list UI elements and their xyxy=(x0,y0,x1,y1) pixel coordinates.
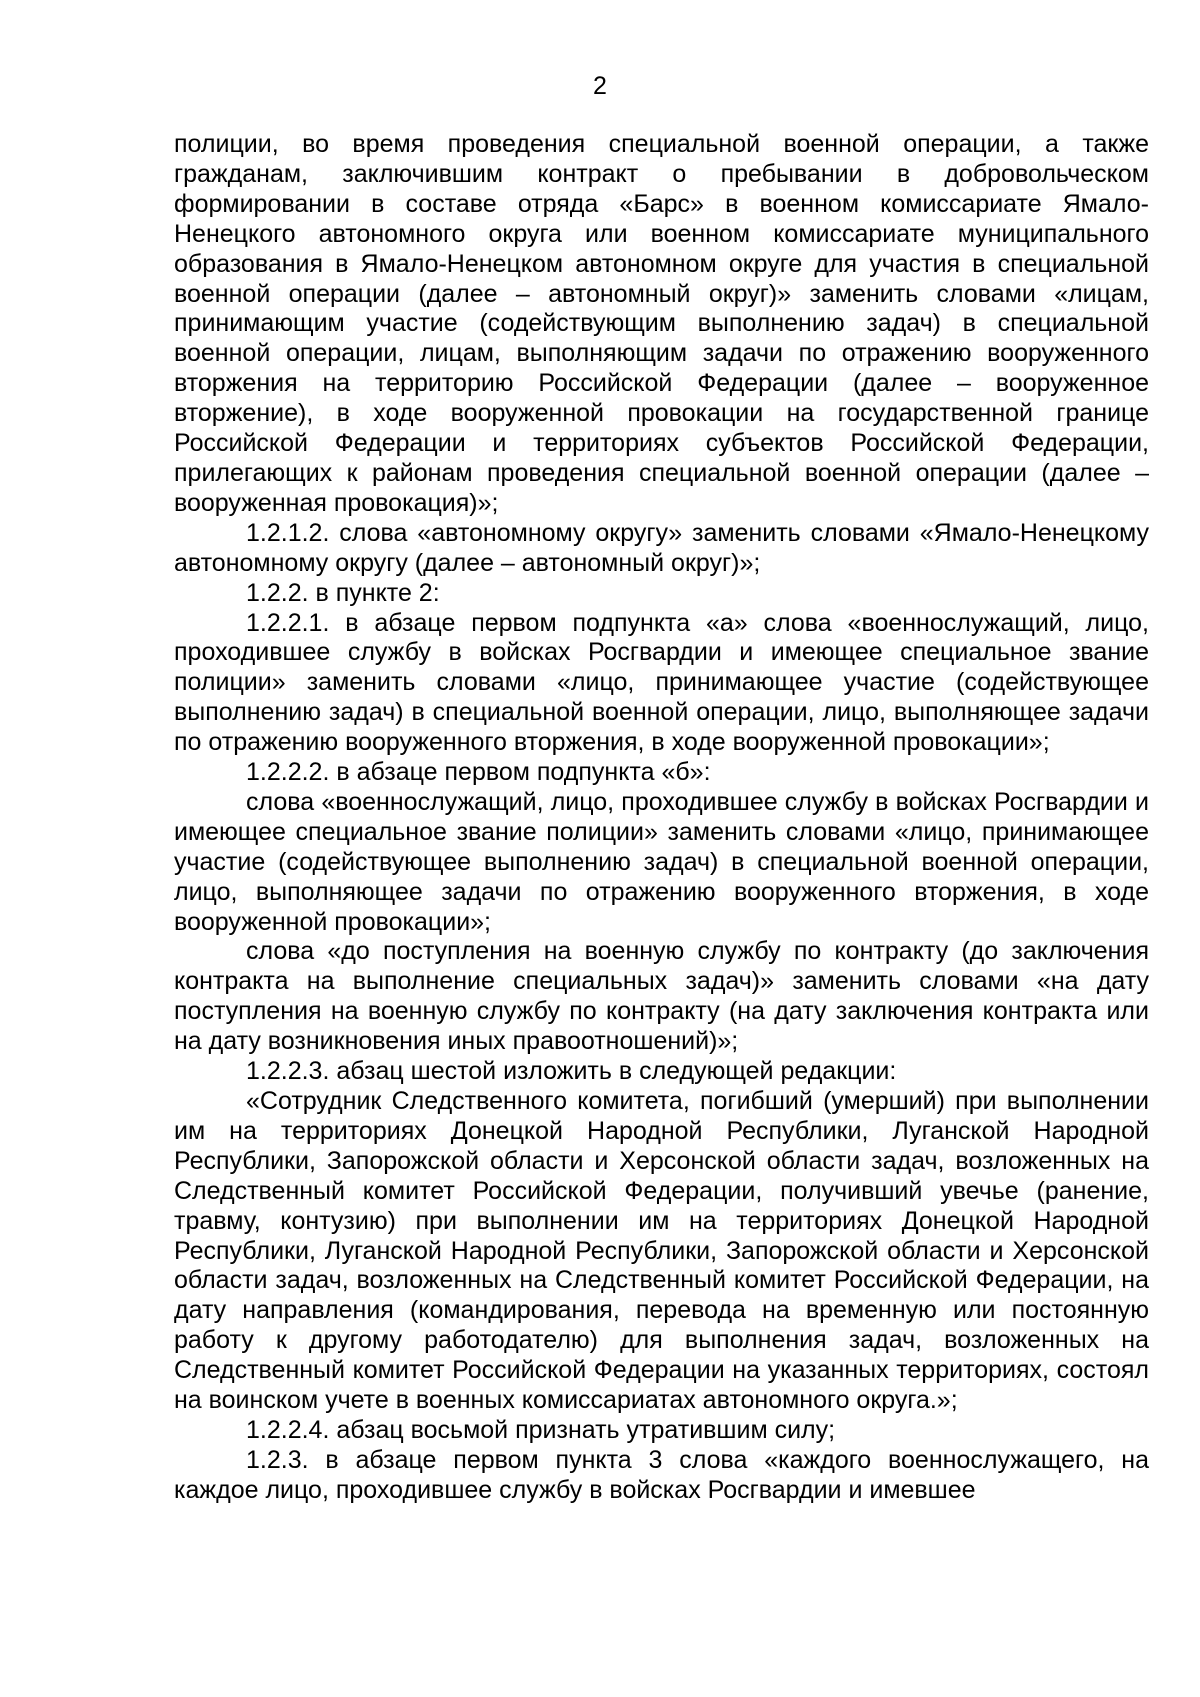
paragraph: 1.2.3. в абзаце первом пункта 3 слова «каждого военнослужащего, на каждое лицо, проходившее службу в войсках Росгвардии и имевшее xyxy=(174,1445,1149,1504)
paragraph: 1.2.2.2. в абзаце первом подпункта «б»: xyxy=(246,758,711,787)
paragraph: слова «военнослужащий, лицо, проходившее службу в войсках Росгвардии и имеющее специальное звание полиции» заменить словами «лицо, принимающее участие (содействующее выполнению задач) в специальной военной операции, лицо, выполняющее задачи по отражению вооруженного вторжения, в ходе вооруженной провокации»; xyxy=(174,787,1149,936)
paragraph: слова «до поступления на военную службу по контракту (до заключения контракта на выполнение специальных задач)» заменить словами «на дату поступления на военную службу по контракту (на дату заключения контракта или на дату возникновения иных правоотношений)»; xyxy=(174,937,1149,1056)
paragraph: полиции, во время проведения специальной военной операции, а также гражданам, заключившим контракт о пребывании в добровольческом формировании в составе отряда «Барс» в военном комиссариате Ямало-Ненецкого автономного округа или военном комиссариате муниципального образования в Ямало-Ненецком автономном округе для участия в специальной военной операции (далее – автономный округ)» заменить словами «лицам, принимающим участие (содействующим выполнению задач) в специальной военной операции, лицам, выполняющим задачи по отражению вооруженного вторжения на территорию Российской Федерации (далее – вооруженное вторжение), в ходе вооруженной провокации на государственной границе Российской Федерации и территориях субъектов Российской Федерации, прилегающих к районам проведения специальной военной операции (далее – вооруженная провокация)»; xyxy=(174,130,1149,517)
paragraph: 1.2.1.2. слова «автономному округу» заменить словами «Ямало-Ненецкому автономному округу (далее – автономный округ)»; xyxy=(174,518,1149,577)
paragraph: 1.2.2. в пункте 2: xyxy=(246,578,440,607)
paragraph: 1.2.2.1. в абзаце первом подпункта «а» слова «военнослужащий, лицо, проходившее службу в войсках Росгвардии и имеющее специальное звание полиции» заменить словами «лицо, принимающее участие (содействующее выполнению задач) в специальной военной операции, лицо, выполняющее задачи по отражению вооруженного вторжения, в ходе вооруженной провокации»; xyxy=(174,608,1149,757)
page-number: 2 xyxy=(593,72,607,100)
document-body xyxy=(174,130,1149,1506)
paragraph: 1.2.2.4. абзац восьмой признать утратившим силу; xyxy=(246,1415,836,1444)
paragraph: 1.2.2.3. абзац шестой изложить в следующей редакции: xyxy=(246,1057,897,1086)
paragraph: «Сотрудник Следственного комитета, погибший (умерший) при выполнении им на территориях Донецкой Народной Республики, Луганской Народной Республики, Запорожской области и Херсонской области задач, возложенных на Следственный комитет Российской Федерации, получивший увечье (ранение, травму, контузию) при выполнении им на территориях Донецкой Народной Республики, Луганской Народной Республики, Запорожской области и Херсонской области задач, возложенных на Следственный комитет Российской Федерации, на дату направления (командирования, перевода на временную или постоянную работу к другому работодателю) для выполнения задач, возложенных на Следственный комитет Российской Федерации на указанных территориях, состоял на воинском учете в военных комиссариатах автономного округа.»; xyxy=(174,1087,1149,1415)
